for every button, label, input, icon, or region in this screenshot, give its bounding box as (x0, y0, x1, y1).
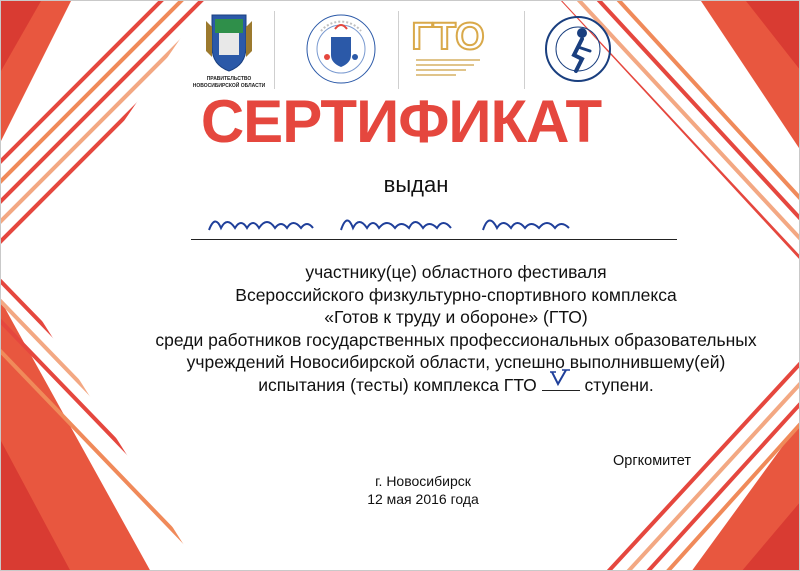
logos-row (176, 7, 606, 93)
body-line-last (111, 374, 800, 397)
body-line-before-stage: испытания (тесты) комплекса ГТО (258, 374, 542, 395)
gto-logo (408, 7, 518, 93)
date-label: 12 мая 2016 года (367, 491, 479, 507)
body-line: участнику(це) областного фестиваля (305, 262, 607, 282)
sport-department-emblem-logo (291, 7, 391, 93)
body-line: среди работников государственных профессиональных образовательных (155, 329, 757, 350)
body-line: учреждений Новосибирской области, успешно выполнившему(ей) (186, 352, 726, 372)
sport-training-center-logo (538, 7, 618, 93)
body-line-after-stage: ступени. (579, 374, 654, 395)
body-line: Всероссийского физкультурно-спортивного комплекса (235, 284, 677, 305)
logo-divider (398, 11, 399, 89)
stage-blank (542, 374, 580, 391)
novosibirsk-coat-of-arms-logo (184, 7, 274, 93)
gov-caption-line1: ПРАВИТЕЛЬСТВО (206, 76, 252, 82)
issued-to-label: выдан (383, 172, 449, 197)
logo-divider (524, 11, 525, 89)
stage-handwriting (548, 368, 572, 388)
recipient-underline (191, 239, 677, 240)
organizer-label: Оргкомитет (613, 453, 691, 469)
gto-mark: ГТО (411, 16, 485, 58)
city-label: г. Новосибирск (375, 473, 471, 489)
certificate-body (111, 261, 800, 396)
body-line: «Готов к труду и обороне» (ГТО) (324, 307, 588, 327)
certificate-title: СЕРТИФИКАТ (200, 88, 602, 155)
gov-caption-line2: НОВОСИБИРСКОЙ ОБЛАСТИ (192, 83, 266, 89)
recipient-name-handwriting (201, 206, 681, 240)
logo-divider (274, 11, 275, 89)
